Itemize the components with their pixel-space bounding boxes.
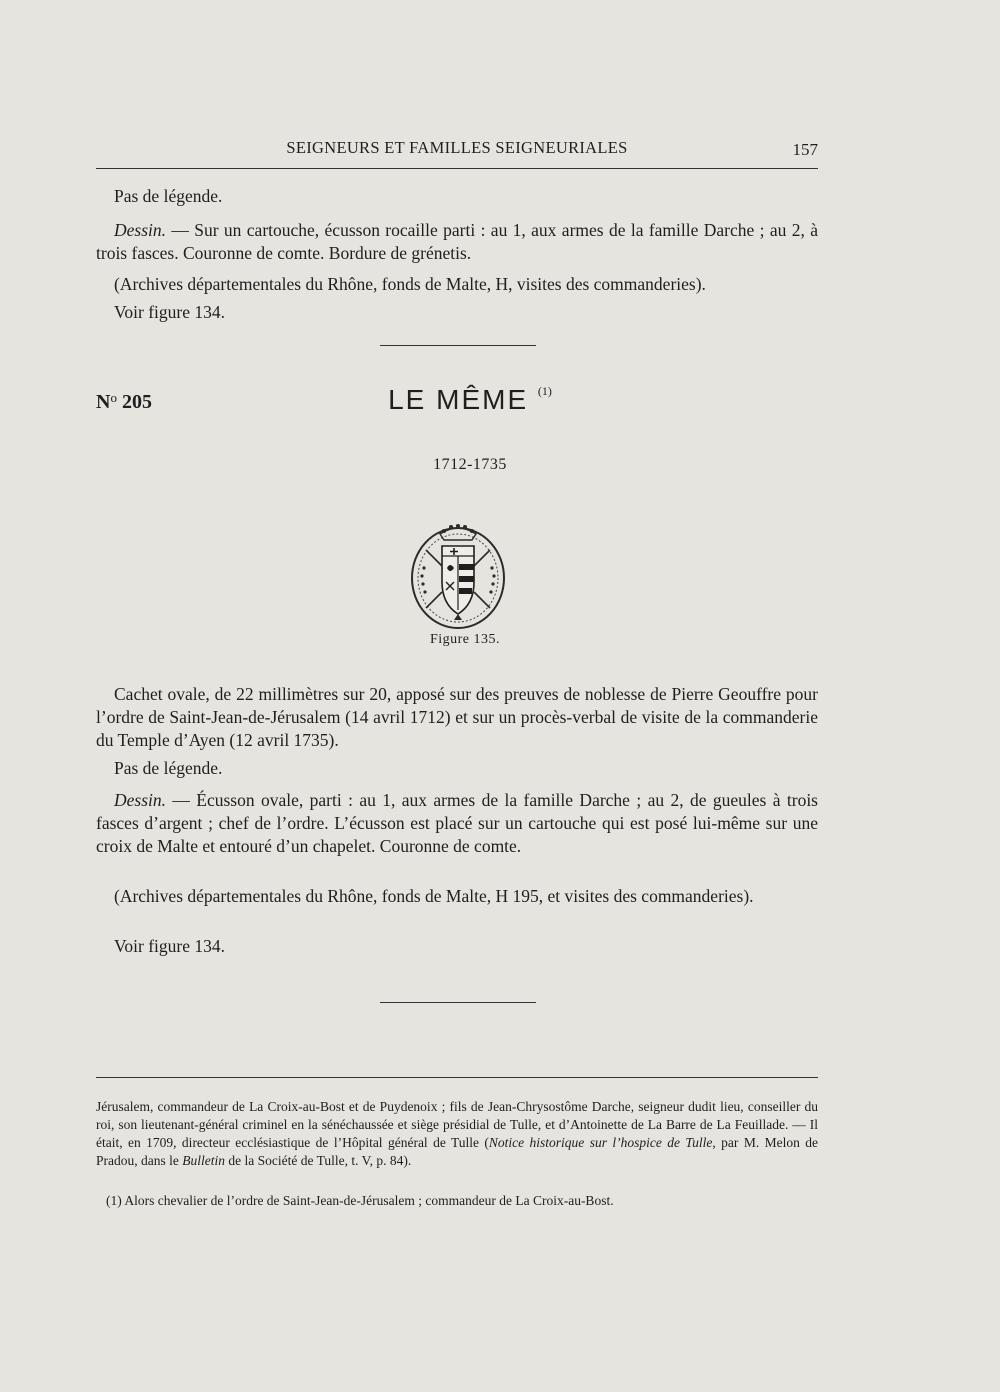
footnote-reference: (1) xyxy=(537,384,552,398)
footnote-text: Jérusalem, commandeur de La Croix-au-Bost et de Puydenoix ; fils de Jean-Chrysostôme Darche, seigneur dudit lieu, conseiller du roi, son lieutenant-général criminel en la sénéchaussée et siège présidial de Tulle, et d’Antoinette de La Barre de La Feuillade. — Il était, en 1709, directeur ecclésiastique de l’Hôpital général de Tulle ( xyxy=(96,1099,818,1150)
page-number: 157 xyxy=(792,140,818,159)
header-rule xyxy=(96,168,818,169)
entry-title-text: LE MÊME xyxy=(388,384,529,415)
section-divider xyxy=(380,1002,536,1003)
footnote-italic-title: Notice historique sur l’hospice de Tulle xyxy=(488,1135,713,1150)
footnote-text: , par M. Melon de Pradou, dans le xyxy=(96,1135,818,1168)
entry-drawing-description xyxy=(96,789,818,858)
entry-number xyxy=(96,390,152,414)
running-title: SEIGNEURS ET FAMILLES SEIGNEURIALES xyxy=(286,138,628,157)
entry-number-prefix: N xyxy=(96,391,111,413)
previous-source: (Archives départementales du Rhône, fonds de Malte, H, visites des commanderies). xyxy=(114,274,706,294)
drawing-label: Dessin. xyxy=(114,220,167,240)
date-range: 1712-1735 xyxy=(433,456,507,473)
previous-see-figure: Voir figure 134. xyxy=(114,302,225,322)
entry-title xyxy=(300,384,640,416)
footnote-continuation xyxy=(96,1098,818,1170)
entry-number-sup: o xyxy=(110,390,117,405)
previous-drawing-description xyxy=(96,219,818,265)
figure-caption: Figure 135. xyxy=(429,632,501,647)
entry-see-figure: Voir figure 134. xyxy=(114,936,225,956)
seal-description: Cachet ovale, de 22 millimètres sur 20, apposé sur des preuves de noblesse de Pierre Geouffre pour l’ordre de Saint-Jean-de-Jérusalem (14 avril 1712) et sur un procès-verbal de visite de la commanderie du Temple d’Ayen (12 avril 1735). xyxy=(96,684,818,750)
entry-legend: Pas de légende. xyxy=(114,758,223,778)
section-divider xyxy=(380,345,536,346)
previous-legend: Pas de légende. xyxy=(114,186,223,206)
drawing-label: Dessin. xyxy=(114,790,167,810)
footnote-italic-title: Bulletin xyxy=(182,1153,225,1168)
footnote-1: (1) Alors chevalier de l’ordre de Saint-Jean-de-Jérusalem ; commandeur de La Croix-au-Bost. xyxy=(106,1193,614,1208)
seal-illustration xyxy=(410,520,506,630)
entry-number-value: 205 xyxy=(121,391,152,413)
drawing-text: — Sur un cartouche, écusson rocaille parti : au 1, aux armes de la famille Darche ; au 2, à trois fasces. Couronne de comte. Bordure de grénetis. xyxy=(96,220,818,263)
footnote-text: de la Société de Tulle, t. V, p. 84). xyxy=(224,1153,412,1168)
running-header xyxy=(96,136,818,160)
drawing-text: — Écusson ovale, parti : au 1, aux armes de la famille Darche ; au 2, de gueules à trois fasces d’argent ; chef de l’ordre. L’écusson est placé sur un cartouche qui est posé lui-même sur une croix de Malte et entouré d’un chapelet. Couronne de comte. xyxy=(96,790,818,856)
footnote-rule xyxy=(96,1077,818,1078)
entry-source: (Archives départementales du Rhône, fonds de Malte, H 195, et visites des commanderies). xyxy=(114,886,754,906)
